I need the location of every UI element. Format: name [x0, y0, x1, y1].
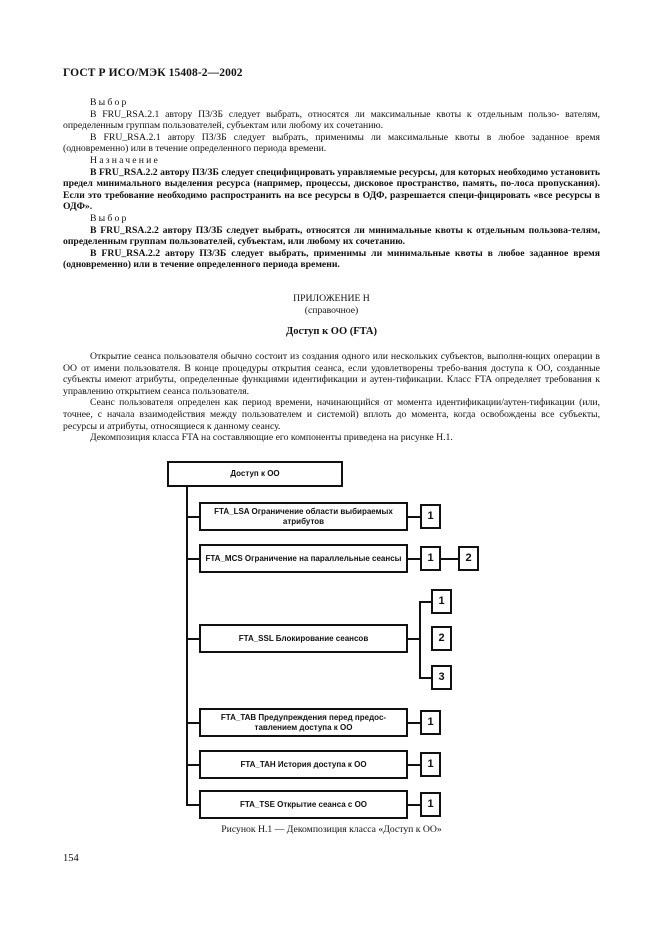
family-box-mcs: FTA_MCS Ограничение на параллельные сеансы — [199, 544, 408, 573]
branch-line — [186, 516, 199, 518]
level-box: 1 — [431, 589, 452, 614]
level-box: 1 — [420, 504, 441, 529]
level-box: 3 — [431, 665, 452, 690]
family-box-ssl: FTA_SSL Блокирование сеансов — [199, 624, 408, 653]
connector-line — [408, 558, 420, 560]
vybor1-paragraph-1: В FRU_RSA.2.1 автору ПЗ/ЗБ следует выбрать, относятся ли максимальные квоты к отдельным пользо- вателям, определенным группам пользователей, субъектам или любому их сочетанию. — [63, 108, 600, 132]
connector-line — [408, 764, 420, 766]
branch-line — [186, 722, 199, 724]
level-box: 1 — [420, 792, 441, 817]
connector-line — [408, 722, 420, 724]
vybor-label-1: Выбор — [90, 97, 129, 108]
family-box-tse: FTA_TSE Открытие сеанса с ОО — [199, 790, 408, 819]
vybor1-paragraph-2: В FRU_RSA.2.1 автору ПЗ/ЗБ следует выбрать, применимы ли максимальные квоты в любое заданное время (одновременно) или в течение определенного периода времени. — [63, 131, 601, 155]
upper-text — [63, 97, 600, 271]
trunk-line — [186, 487, 188, 805]
connector-line — [408, 804, 420, 806]
appendix-heading: Доступ к ОО (FTA) — [286, 326, 377, 337]
naznachenie-label: Назначение — [90, 154, 161, 166]
connector-line — [419, 677, 431, 679]
connector-line — [408, 516, 420, 518]
appendix-paragraph-3: Декомпозиция класса FTA на составляющие его компоненты приведена на рисунке Н.1. — [90, 432, 453, 444]
appendix-paragraph-1: Открытие сеанса пользователя обычно состоит из создания одного или нескольких субъектов, выполня-ющих операции в ОО от имени пользователя. В конце процедуры открытия сеанса, если удовлетворены требо-вания доступа к ОО, созданные субъекты имеют атрибуты, определенные функциями идентификации и аутен-тификации. Класс FTA определяет требования к управлению открытием сеанса пользователя. — [63, 351, 600, 397]
level-box: 1 — [420, 710, 441, 735]
branch-line — [186, 804, 199, 806]
naznachenie-paragraph: В FRU_RSA.2.2 автору ПЗ/ЗБ следует специфицировать управляемые ресурсы, для которых необходимо установить предел минимального выделения ресурса (например, процессы, дисковое пространство, память, по-лоса пропускания). Если это требование необходимо распространить на все ресурсы в ОДФ, разрешается специ-фицировать «все ресурсы в ОДФ». — [63, 166, 600, 213]
document-header: ГОСТ Р ИСО/МЭК 15408-2—2002 — [63, 67, 243, 79]
family-box-tah: FTA_TAH История доступа к ОО — [199, 750, 408, 779]
family-box-lsa: FTA_LSA Ограничение области выбираемых атрибутов — [199, 502, 408, 531]
vybor-label-2: Выбор — [90, 212, 129, 224]
appendix-subtitle: (справочное) — [304, 305, 359, 316]
connector-line — [441, 558, 458, 560]
figure-caption: Рисунок Н.1 — Декомпозиция класса «Доступ к ОО» — [221, 824, 442, 835]
vybor2-paragraph-2: В FRU_RSA.2.2 автору ПЗ/ЗБ следует выбрать, применимы ли минимальные квоты в любое заданное время (одновременно) или в течение определенного периода времени. — [63, 247, 600, 271]
branch-line — [186, 764, 199, 766]
root-box: Доступ к ОО — [167, 461, 343, 487]
appendix-title: ПРИЛОЖЕНИЕ Н — [293, 293, 370, 304]
family-box-tab: FTA_TAB Предупреждения перед предос-тавлением доступа к ОО — [199, 708, 408, 737]
vybor2-paragraph-1: В FRU_RSA.2.2 автору ПЗ/ЗБ следует выбрать, относятся ли минимальные квоты к отдельным пользова-телям, определенным группам пользователей, субъектам, или любому их сочетанию. — [63, 224, 600, 248]
appendix-paragraph-2: Сеанс пользователя определен как период времени, начинающийся от момента идентификации/аутен-тификации (или, точнее, с начала взаимодействия между пользователем и системой) вплоть до момента, когда освобождены все субъекты, ресурсы и атрибуты, относящиеся к данному сеансу. — [63, 397, 600, 432]
appendix-text — [63, 351, 600, 444]
level-box: 1 — [420, 752, 441, 777]
level-box: 2 — [431, 626, 452, 651]
level-box: 2 — [458, 546, 479, 571]
connector-line — [419, 601, 431, 603]
connector-line — [419, 601, 421, 678]
branch-line — [186, 638, 199, 640]
level-box: 1 — [420, 546, 441, 571]
page-number: 154 — [63, 853, 79, 864]
branch-line — [186, 558, 199, 560]
